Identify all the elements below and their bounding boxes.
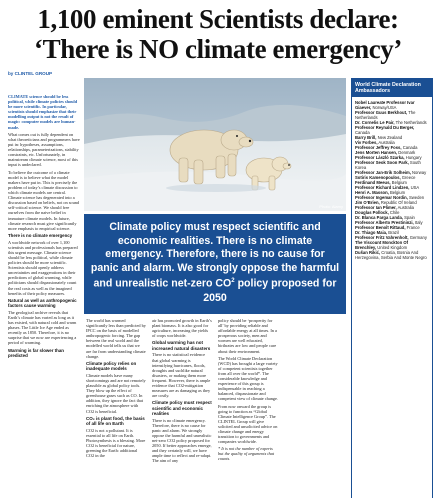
ambassador-name: Douglas Pollock,: [355, 210, 389, 216]
left-paragraph-1: What comes out is fully dependent on what theoreticians and programmers have put in: hypotheses, assumptions, relationships, parameterizations, stability constraints, etc. Unfortunately, in mainstream climate science, most of this input is undeclared.: [8, 131, 80, 168]
ambassador-country: Australia: [396, 205, 414, 211]
ambassador-item: [355, 240, 429, 250]
subhead-natural-factors: Natural as well as anthropogenic factors cause warming: [8, 297, 77, 309]
ambassador-name: Professor Jeffrey Foss,: [355, 145, 402, 151]
ambassador-name: Barry Brill,: [355, 135, 377, 141]
ambassador-name: Professor Ingemar Nordin,: [355, 195, 408, 201]
ambassador-name: Professor László Szarka,: [355, 155, 405, 161]
ambassador-item: [355, 110, 429, 120]
ambassador-name: The Viscount Monckton Of Brenchley,: [355, 240, 408, 251]
banner-text: Climate policy must respect scientific and economic realities. There is no climate emergency. Therefore, there is no cause for panic and alarm. We strongly oppose the harmful and unrealistic net-zero CO: [90, 221, 340, 290]
left-paragraph-2: To believe the outcome of a climate model is to believe what the model makers have put in. This is precisely the problem of today’s climate discussion to which climate models are central. Climate science has degenerated into a discussion based on beliefs, not on sound self-critical science. We should free ourselves from the naive belief in immature climate models. In future, climate research must give significantly more emphasis to empirical science.: [8, 169, 80, 231]
ambassador-name: Professor Richard Lindzen,: [355, 185, 410, 191]
quote-banner: [84, 214, 346, 314]
ambassador-name: Dr. Blanca Parga Landa,: [355, 215, 403, 221]
c3-paragraph-2: The World Climate Declaration (WCD) has brought a large variety of competent scientists together from all over the world*. The considerable knowledge and experience of this group is indispensable in reaching a balanced, dispassionate and competent view of climate change.: [218, 355, 278, 402]
ambassador-country: Belgium: [390, 180, 407, 186]
ambassador-country: France: [405, 225, 420, 231]
ambassador-name: Jens Morten Hansen,: [355, 150, 398, 156]
ambassador-name: Viv Forbes,: [355, 140, 378, 146]
c2-paragraph-2: There is no statistical evidence that global warming is intensifying hurricanes, floods, droughts and suchlike natural disasters, or making them more frequent. However, there is ample evidence that CO2-mitigation measures are as damaging as they are costly.: [152, 352, 211, 399]
ambassador-country: USA: [409, 185, 420, 191]
headline: [6, 4, 430, 64]
ambassador-item: [355, 100, 429, 110]
ambassador-name: Dr. Thiago Maia,: [355, 230, 388, 236]
ambassador-item: [355, 160, 429, 170]
left-paragraph-4: The geological archive reveals that Earth’s climate has varied as long as it has existed, with natural cold and warm phases. The Little Ice Age ended as recently as 1850. Therefore, it is no surprise that we now are experiencing a period of warming.: [8, 309, 77, 346]
body-column-2: [152, 318, 212, 498]
ambassador-name: Professor Reynald Du Berger,: [355, 125, 415, 131]
subhead-natural-disasters: Global warming has not increased natural disasters: [152, 340, 211, 351]
ambassador-name: Professor Fritz Vahrenholt,: [355, 235, 409, 241]
ambassador-country: Spain: [402, 215, 415, 221]
polar-bears-illustration: [84, 78, 346, 211]
ambassador-country: Italy: [413, 220, 423, 226]
subhead-plant-food: CO₂ is plant food, the basis of all life on Earth: [86, 415, 145, 426]
sidebar-title: World Climate Declaration Ambassadors: [351, 78, 433, 97]
byline-author: CLINTEL GROUP: [14, 71, 53, 76]
ambassador-name: Nobel Laureate Professor Ivar Giaever,: [355, 100, 415, 111]
byline: [8, 71, 52, 76]
c1-paragraph-2: Climate models have many shortcomings and are not remotely plausible as global policy tools. They blow up the effect of greenhouse gases such as CO. In addition, they ignore the fact that enriching the atmosphere with CO2 is beneficial.: [86, 372, 146, 414]
ambassador-country: Croatia, Bosnia And Herzegovina, Serbia And Monte Negro: [355, 250, 427, 261]
ambassador-country: New Zealand: [376, 135, 403, 141]
body-column-3: [218, 318, 278, 498]
subhead-economic-realities: Climate policy must respect scientific and economic realities: [152, 400, 212, 416]
ambassador-name: Dušan Rikić,: [355, 250, 381, 256]
body-column-1: [86, 318, 146, 498]
ambassador-country: Republic Of Ireland: [379, 200, 417, 206]
ambassador-country: Brazil: [387, 230, 399, 236]
ambassador-name: Professor Alberto Prestininzi,: [355, 220, 414, 226]
ambassadors-sidebar: [351, 78, 433, 498]
ambassador-name: Ferdinand Meeus,: [355, 180, 391, 186]
c3-paragraph-3: From now onward the group is going to function as “Global Climate Intelligence Group”. The CLINTEL Group will give solicited and unsolicited advice on climate change and energy transition to governments and companies worldwide.: [218, 403, 278, 445]
subhead-warming-slower: Warming is far slower than predicted: [8, 347, 64, 358]
lead-paragraph: CLIMATE science should be less political, while climate policies should be more scientific. In particular, scientists should emphasize that their modelling output is not the result of magic: computer models are human-made.: [8, 94, 78, 130]
ambassador-name: Henri A. Masson,: [355, 190, 389, 196]
ambassador-item: [355, 125, 429, 135]
c2-paragraph-3: There is no climate emergency. Therefore, there is no cause for panic and alarm. We strongly oppose the harmful and unrealistic net-zero CO2 policy proposed for 2050. If better approaches emerge, and they certainly will, we have ample time to reflect and re-adapt. The aim of any: [152, 417, 212, 464]
ambassador-country: The Netherlands: [355, 110, 416, 121]
ambassador-country: Greece: [400, 175, 416, 181]
ambassador-country: Germany: [408, 235, 427, 241]
photo-credit: Photo: Alamy: [319, 204, 343, 209]
polar-bear-photo: [84, 78, 346, 211]
ambassador-item: [355, 250, 429, 260]
byline-prefix: by: [8, 71, 14, 76]
ambassador-country: Sweden: [407, 195, 425, 201]
ambassador-country: Australia: [377, 140, 395, 146]
ambassador-country: United Kingdom: [376, 245, 408, 251]
ambassador-name: Dr. Cornelis Le Pair,: [355, 120, 395, 126]
ambassador-list: [352, 97, 432, 498]
banner-tail: policy proposed for 2050: [203, 277, 337, 304]
ambassador-name: Jim O’Brien,: [355, 200, 380, 206]
ambassador-country: Chile: [388, 210, 400, 216]
ambassador-name: Professor Ian Plimer,: [355, 205, 397, 211]
c1-paragraph-3: CO2 is not a pollutant. It is essential to all life on Earth. Photosynthesis is a blessing. More CO2 is beneficial for nature, greening the Earth: additional CO2 in the: [86, 427, 146, 459]
ambassador-name: Professor Seok Soon Park,: [355, 160, 409, 166]
ambassador-country: Norway: [410, 170, 427, 176]
ambassador-name: Professor Jan-Erik Solheim,: [355, 170, 411, 176]
left-column: [8, 94, 80, 498]
c2-paragraph-1: air has promoted growth in Earth’s plant biomass. It is also good for agriculture, increasing the yields of crops worldwide.: [152, 318, 212, 339]
subhead-inadequate-models: Climate policy relies on inadequate models: [86, 360, 137, 372]
banner-subscript: 2: [231, 278, 235, 285]
ambassador-name: Professor Benoît Rittaud,: [355, 225, 406, 231]
headline-line-2: ‘There is NO climate emergency’: [34, 34, 402, 64]
headline-line-1: 1,100 eminent Scientists declare:: [37, 4, 399, 34]
ambassador-country: Norway/USA: [371, 105, 397, 111]
ambassador-country: Canada: [355, 130, 370, 136]
c1-paragraph-1: The world has warmed significantly less than predicted by IPCC on the basis of modelled anthropogenic forcing. The gap between the real world and the modelled world tells us that we are far from understanding climate change.: [86, 318, 146, 359]
ambassador-country: Canada: [401, 145, 418, 151]
ambassador-country: The Netherlands: [394, 120, 427, 126]
c3-paragraph-1: policy should be ‘prosperity for all’ by providing reliable and affordable energy at all times. In a prosperous society, men and women are well educated, birthrates are low and people care about their environment.: [218, 318, 277, 354]
ambassador-country: Hungary: [404, 155, 422, 161]
ambassador-name: Sotiris Kamenopoulos,: [355, 175, 401, 181]
ambassador-country: Belgium: [388, 190, 406, 196]
left-paragraph-3: A worldwide network of over 1,100 scientists and professionals has prepared this urgent message. Climate science should be less political, while climate policies should be more scientific. Scientists should openly address uncertainties and exaggerations in their predictions of global warming, while politicians should dispassionately count the real costs as well as the imagined benefits of their policy measures.: [8, 239, 78, 296]
c3-footnote: * It is not the number of experts but the quality of arguments that counts.: [218, 446, 275, 462]
subhead-no-emergency: There is no climate emergency: [8, 233, 73, 238]
ambassador-country: South Korea: [355, 160, 421, 171]
ambassador-country: Denmark: [397, 150, 416, 156]
ambassador-name: Professor Guus Berkhout,: [355, 110, 408, 116]
